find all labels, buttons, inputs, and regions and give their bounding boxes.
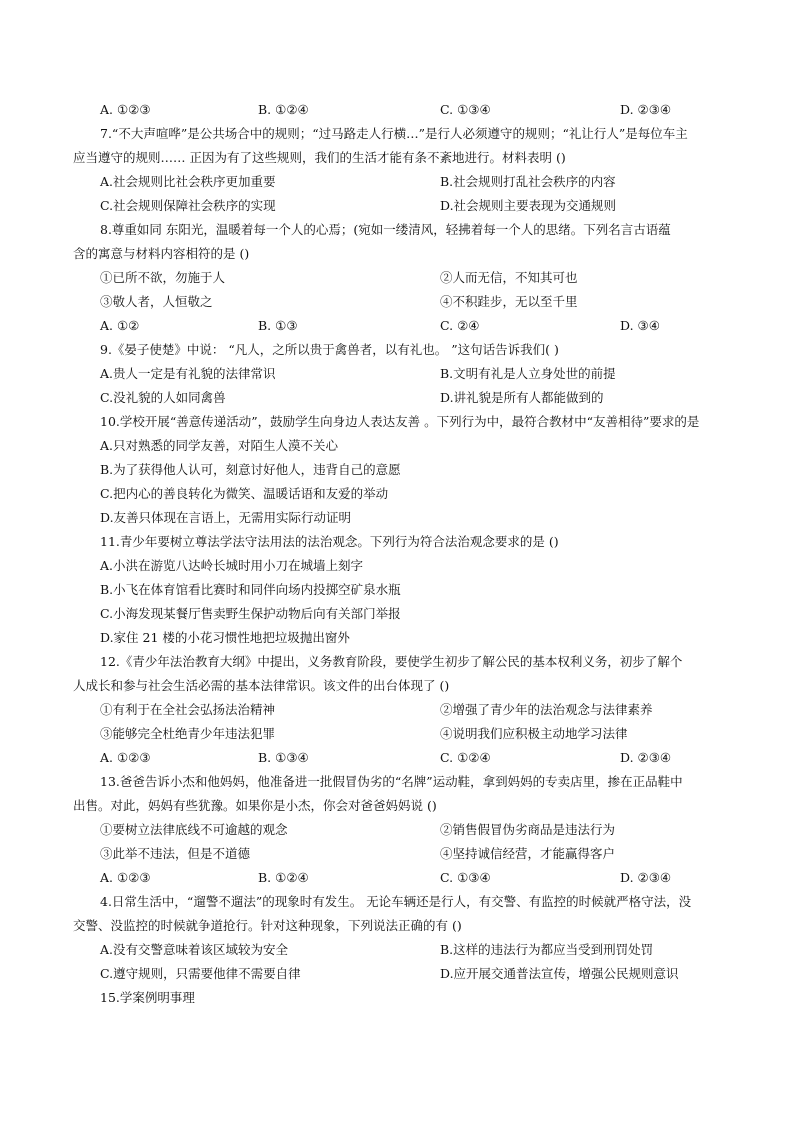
q14-stem-line2: 交警、没监控的时候就争道抢行。针对这种现象，下列说法正确的有 () [73,918,462,933]
q13-option-d: D. ②③④ [620,870,672,885]
q9-option-d: D.讲礼貌是所有人都能做到的 [440,390,604,405]
q13-item-3: ③此举不违法，但是不道德 [100,846,251,861]
q9-option-c: C.没礼貌的人如同禽兽 [100,390,226,405]
q14-option-d: D.应开展交通普法宣传，增强公民规则意识 [440,966,679,981]
q8-item-2: ②人而无信，不知其可也 [440,270,578,285]
q8-option-d: D. ③④ [620,318,660,333]
q15-stem: 15.学案例明事理 [100,990,195,1005]
q11-option-d: D.家住 21 楼的小花习惯性地把垃圾抛出窗外 [100,630,350,645]
q9-stem: 9.《晏子使楚》中说： “凡人，之所以贵于禽兽者，以有礼也。 ”这句话告诉我们( ) [100,342,559,357]
q13-option-a: A. ①②③ [100,870,151,885]
q7-option-b: B.社会规则打乱社会秩序的内容 [440,174,616,189]
q7-stem-line1: 7.“不大声喧哗”是公共场合中的规则；“过马路走人行横…”是行人必须遵守的规则；“礼让行人”是每位车主 [100,126,688,141]
q12-item-2: ②增强了青少年的法治观念与法律素养 [440,702,653,717]
q13-option-c: C. ①③④ [440,870,491,885]
q8-option-a: A. ①② [100,318,140,333]
q12-item-1: ①有利于在全社会弘扬法治精神 [100,702,276,717]
q10-stem: 10.学校开展“善意传递活动”，鼓励学生向身边人表达友善 。下列行为中，最符合教材中“友善相待”要求的是 [100,414,700,429]
q12-option-d: D. ②③④ [620,750,672,765]
q7-option-d: D.社会规则主要表现为交通规则 [440,198,617,213]
q11-stem: 11.青少年要树立尊法学法守法用法的法治观念。下列行为符合法治观念要求的是 () [100,534,559,549]
q11-option-b: B.小飞在体育馆看比赛时和同伴向场内投掷空矿泉水瓶 [100,582,401,597]
q6-option-a: A. ①②③ [100,102,151,117]
q10-option-d: D.友善只体现在言语上，无需用实际行动证明 [100,510,352,525]
q8-option-b: B. ①③ [258,318,298,333]
q7-stem-line2: 应当遵守的规则…… 正因为有了这些规则，我们的生活才能有条不紊地进行。材料表明 () [73,150,566,165]
q10-option-c: C.把内心的善良转化为微笑、温暖话语和友爱的举动 [100,486,389,501]
q8-item-1: ①已所不欲，勿施于人 [100,270,226,285]
q8-stem-line2: 含的寓意与材料内容相符的是 () [73,246,250,261]
q7-option-a: A.社会规则比社会秩序更加重要 [100,174,276,189]
q13-item-1: ①要树立法律底线不可逾越的观念 [100,822,288,837]
q13-item-2: ②销售假冒伪劣商品是违法行为 [440,822,616,837]
q12-option-a: A. ①②③ [100,750,151,765]
q13-stem-line1: 13.爸爸告诉小杰和他妈妈，他准备进一批假冒伪劣的“名牌”运动鞋，拿到妈妈的专卖店里，掺在正品鞋中 [100,774,683,789]
q13-item-4: ④坚持诚信经营，才能赢得客户 [440,846,616,861]
q12-item-3: ③能够完全杜绝青少年违法犯罪 [100,726,276,741]
q8-stem-line1: 8.尊重如同 东阳光，温暖着每一个人的心焉；(宛如一缕清风，轻拂着每一个人的思绪。下列名言古语蕴 [100,222,671,237]
q12-stem-line1: 12.《青少年法治教育大纲》中提出，义务教育阶段，要使学生初步了解公民的基本权利义务，初步了解个 [100,654,683,669]
q9-option-a: A.贵人一定是有礼貌的法律常识 [100,366,276,381]
q12-item-4: ④说明我们应积极主动地学习法律 [440,726,628,741]
q8-item-3: ③敬人者，人恒敬之 [100,294,213,309]
q10-option-b: B.为了获得他人认可，刻意讨好他人，违背自己的意愿 [100,462,401,477]
q14-option-b: B.这样的违法行为都应当受到刑罚处罚 [440,942,654,957]
q10-option-a: A.只对熟悉的同学友善，对陌生人漠不关心 [100,438,339,453]
q6-option-d: D. ②③④ [620,102,672,117]
q12-stem-line2: 人成长和参与社会生活必需的基本法律常识。该文件的出台体现了 () [73,678,450,693]
q8-item-4: ④不积跬步，无以至千里 [440,294,578,309]
q11-option-c: C.小海发现某餐厅售卖野生保护动物后向有关部门举报 [100,606,401,621]
q7-option-c: C.社会规则保障社会秩序的实现 [100,198,276,213]
q12-option-c: C. ①②④ [440,750,491,765]
q14-stem-line1: 4.日常生活中，“遛警不遛法”的现象时有发生。 无论车辆还是行人，有交警、有监控的时候就严格守法，没 [100,894,692,909]
q11-option-a: A.小洪在游览八达岭长城时用小刀在城墙上刻字 [100,558,364,573]
q13-option-b: B. ①②④ [258,870,309,885]
q9-option-b: B.文明有礼是人立身处世的前提 [440,366,616,381]
q14-option-c: C.遵守规则，只需要他律不需要自律 [100,966,301,981]
q6-option-c: C. ①③④ [440,102,491,117]
q8-option-c: C. ②④ [440,318,480,333]
q14-option-a: A.没有交警意味着该区域较为安全 [100,942,289,957]
q6-option-b: B. ①②④ [258,102,309,117]
q13-stem-line2: 出售。对此，妈妈有些犹豫。如果你是小杰，你会对爸爸妈妈说 () [73,798,437,813]
q12-option-b: B. ①③④ [258,750,309,765]
